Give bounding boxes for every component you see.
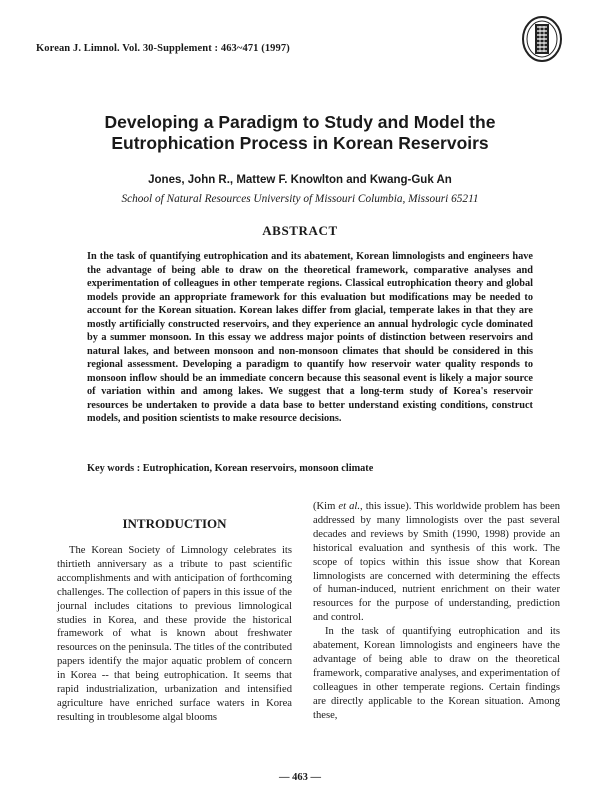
intro-paragraph-1-continued bbox=[313, 500, 560, 625]
introduction-heading: INTRODUCTION bbox=[122, 516, 227, 531]
society-seal-logo bbox=[520, 14, 564, 64]
page-number: — 463 — bbox=[279, 772, 321, 783]
paper-title bbox=[60, 112, 540, 154]
title-line-2: Eutrophication Process in Korean Reservoirs bbox=[111, 133, 489, 153]
intro-paragraph-1: The Korean Society of Limnology celebrates its thirtieth anniversary as a tribute to past scientific accomplishments and with anticipation of forthcoming challenges. The collection of papers in this issue of the journal includes citations to previous limnological studies in Korea, and these provide the historical framework of what is known about freshwater resources on the peninsula. The titles of the contributed papers identify the major aquatic problem of concern in Korea -- that being eutrophication. It seems that rapid industrialization, urbanization and intensified agriculture have enriched surface waters in Korea resulting in troublesome algal blooms bbox=[57, 545, 292, 723]
left-column bbox=[57, 544, 292, 725]
right-column bbox=[313, 500, 560, 723]
running-head: Korean J. Limnol. Vol. 30-Supplement : 463~471 (1997) bbox=[36, 43, 290, 54]
abstract-heading: ABSTRACT bbox=[262, 223, 338, 238]
authors: Jones, John R., Mattew F. Knowlton and Kwang-Guk An bbox=[148, 174, 452, 186]
title-line-1: Developing a Paradigm to Study and Model the bbox=[104, 112, 496, 132]
citation-open: (Kim bbox=[313, 501, 339, 512]
affiliation: School of Natural Resources University of Missouri Columbia, Missouri 65211 bbox=[121, 193, 479, 205]
abstract-text: In the task of quantifying eutrophication and its abatement, Korean limnologists and engineers have the advantage of being able to draw on the theoretical framework, comparative analyses and experimentation of colleagues in other temperate regions. Classical eutrophication theory and global models provide an appropriate framework for this evaluation but modifications may be needed to account for the Korean situation. Korean lakes differ from glacial, temperate lakes in that they are mostly artificially constructed reservoirs, and they experience an annual hydrologic cycle dominated by a summer monsoon. In this essay we address major points of distinction between reservoirs and natural lakes, and between monsoon and non-monsoon climates that should be considered in this regional assessment. Developing a paradigm to quantify how reservoir water quality responds to monsoon inflow should be an immediate concern because this seasonal event is likely a major source of variation within and among lakes. We suggest that a long-term study of Korea's reservoir resources be undertaken to provide a data base to better understand existing conditions, construct models, and position scientists to make resource decisions. bbox=[87, 251, 533, 424]
paragraph-rest: , this issue). This worldwide problem has been addressed by many limnologists over the past several decades and reviews by Smith (1990, 1998) provide an historical evaluation and synthesis of this work. The scope of topics within this issue show that Korean limnologists are concerned with determining the effects of human-induced, nutrient enrichment on their water resources for the purpose of understanding, prediction and control. bbox=[313, 501, 561, 624]
citation-et-al: et al. bbox=[338, 501, 360, 512]
intro-paragraph-2: In the task of quantifying eutrophication and its abatement, Korean limnologists and engineers have the advantage of being able to draw on the theoretical framework, comparative analyses, and experimentation of colleagues in other temperate regions. Certain findings are directly applicable to the Korean situation. Among these, bbox=[313, 626, 560, 721]
keywords: Key words : Eutrophication, Korean reservoirs, monsoon climate bbox=[87, 463, 374, 474]
